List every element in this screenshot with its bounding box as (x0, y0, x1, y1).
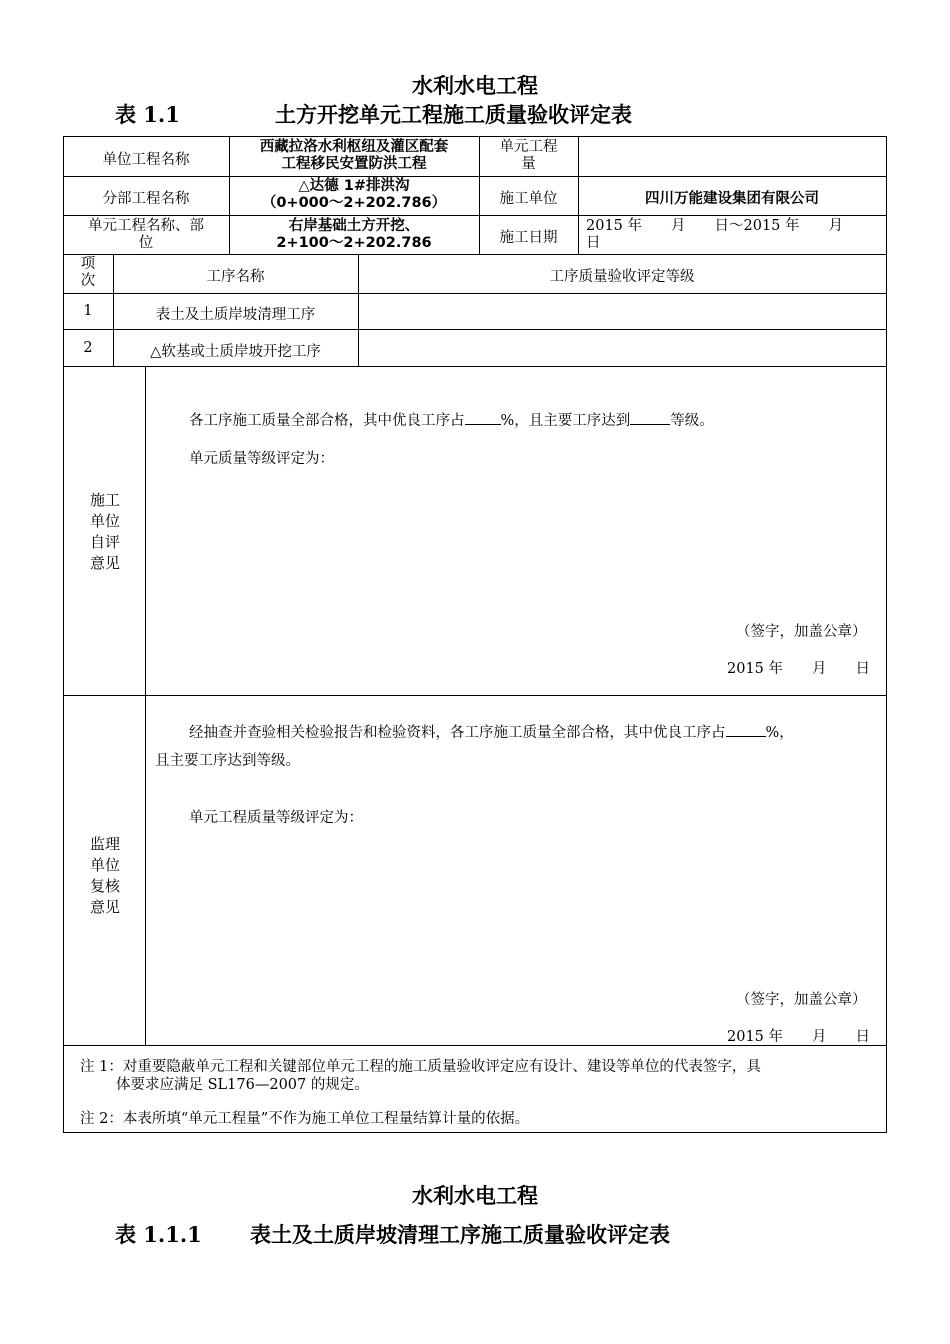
excellent-ratio-blank[interactable] (465, 424, 501, 425)
supervisor-opinion-text: 经抽查并查验相关检验报告和检验资料，各工序施工质量全部合格，其中优良工序占 %， (189, 725, 794, 741)
element-label: 单元工程名称、部 位 (88, 218, 204, 251)
constructor-label: 施工单位 (499, 191, 558, 207)
element-value: 右岸基础土方开挖、 2+100～2+202.786 (276, 218, 432, 251)
table-row-name: 表土及土质岸坡清理工序 (155, 307, 316, 323)
table-row-no: 1 (83, 303, 93, 319)
date-label: 施工日期 (499, 230, 558, 246)
process-name-header: 工序名称 (206, 269, 265, 285)
constructor-sign: （签字，加盖公章） (736, 624, 867, 640)
constructor-opinion-label: 施工 单位 自评 意见 (90, 491, 121, 572)
supervisor-opinion-label: 监理 单位 复核 意见 (90, 835, 121, 916)
supervisor-grade-line: 单元工程质量等级评定为： (189, 810, 363, 826)
construction-date: 2015 年 月 日～2015 年 月 日 (586, 218, 844, 251)
supervisor-sign: （签字，加盖公章） (736, 992, 867, 1008)
next-org-title: 水利水电工程 (412, 1184, 538, 1208)
main-process-grade-blank[interactable] (630, 424, 670, 425)
constructor-opinion-text: 各工序施工质量全部合格，其中优良工序占 %，且主要工序达到 等级。 (189, 413, 714, 429)
next-table-title: 表土及土质岸坡清理工序施工质量验收评定表 (250, 1223, 670, 1247)
sub-project-value: △达德 1#排洪沟 （0+000～2+202.786） (261, 178, 447, 211)
item-no-header: 项 次 (80, 256, 96, 289)
unit-project-label: 单位工程名称 (102, 152, 190, 168)
unit-project-value: 西藏拉洛水利枢纽及灌区配套 工程移民安置防洪工程 (259, 139, 449, 172)
table-title: 土方开挖单元工程施工质量验收评定表 (275, 103, 632, 127)
process-grade-header: 工序质量验收评定等级 (549, 269, 695, 285)
unit-grade-line: 单元质量等级评定为： (189, 451, 334, 467)
next-table-number: 表 1.1.1 (115, 1222, 202, 1247)
table-number: 表 1.1 (115, 102, 180, 127)
table-row-no: 2 (83, 340, 93, 356)
org-title: 水利水电工程 (412, 74, 538, 98)
note-2: 注 2：本表所填“单元工程量”不作为施工单位工程量结算计量的依据。 (80, 1111, 530, 1127)
sub-project-label: 分部工程名称 (102, 191, 190, 207)
constructor-value: 四川万能建设集团有限公司 (645, 191, 819, 207)
constructor-date: 2015 年 月 日 (727, 661, 871, 677)
supervisor-opinion-text-2: 且主要工序达到等级。 (155, 753, 300, 769)
unit-amount-label: 单元工程 量 (499, 139, 558, 172)
table-row-name: △软基或土质岸坡开挖工序 (150, 344, 321, 360)
supervisor-date: 2015 年 月 日 (727, 1029, 871, 1045)
note-1: 注 1：对重要隐蔽单元工程和关键部位单元工程的施工质量验收评定应有设计、建设等单位的代表签字，具 体要求应满足 SL176—2007 的规定。 (80, 1059, 761, 1093)
supervisor-excellent-ratio-blank[interactable] (726, 736, 766, 737)
